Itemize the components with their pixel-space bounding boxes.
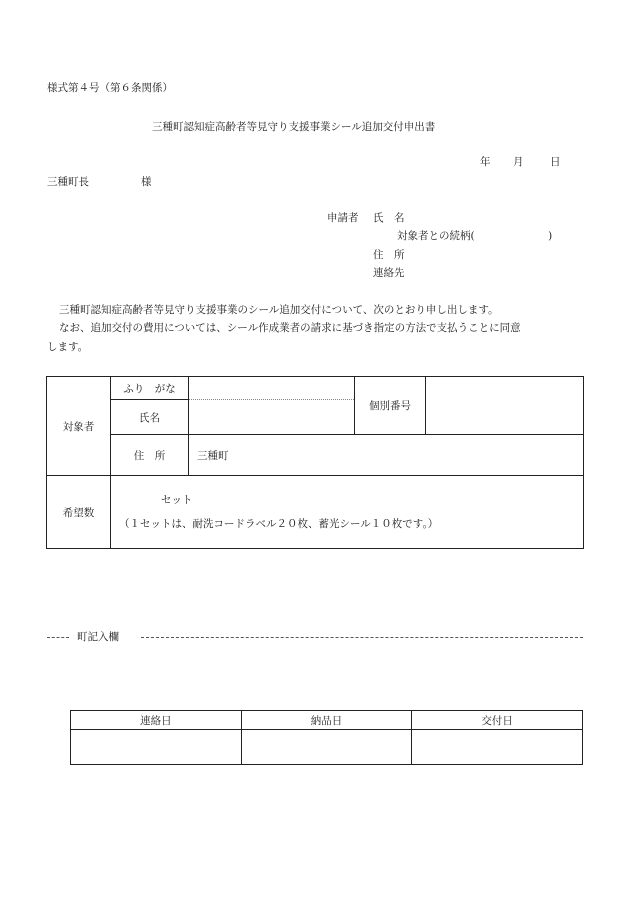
- town-section-divider-right: [141, 637, 583, 638]
- date-year: 年: [480, 156, 491, 168]
- subject-name-label: 氏名: [111, 400, 189, 435]
- addressee-name: 三種町長: [47, 176, 89, 188]
- subject-address-label: 住 所: [111, 435, 189, 476]
- issue-date-header: 交付日: [412, 711, 583, 730]
- applicant-heading: 申請者: [327, 212, 359, 224]
- body-paragraph-2-line-1: なお、追加交付の費用については、シール作成業者の請求に基づき指定の方法で支払うことに同意: [59, 322, 521, 334]
- town-section-divider-left: [47, 637, 69, 638]
- id-number-label: 個別番号: [355, 377, 426, 435]
- furigana-label: ふり がな: [111, 377, 189, 400]
- request-label: 希望数: [47, 476, 111, 549]
- issue-date-field[interactable]: [412, 730, 583, 765]
- town-record-table: [70, 710, 583, 765]
- furigana-field[interactable]: [189, 377, 355, 400]
- body-paragraph-1: 三種町認知症高齢者等見守り支援事業のシール追加交付について、次のとおり申し出します。: [59, 304, 499, 316]
- contact-date-field[interactable]: [71, 730, 242, 765]
- set-label: セット: [161, 493, 193, 506]
- applicant-name-label: 氏 名: [373, 212, 405, 224]
- form-title: 三種町認知症高齢者等見守り支援事業シール追加交付申出書: [152, 121, 436, 133]
- body-paragraph-2-line-2: します。: [47, 341, 89, 353]
- subject-address-value[interactable]: 三種町: [189, 435, 584, 476]
- subject-table: [46, 376, 584, 549]
- date-day: 日: [550, 156, 561, 168]
- applicant-contact-label: 連絡先: [373, 267, 405, 279]
- applicant-address-label: 住 所: [373, 249, 405, 261]
- form-number: 様式第４号（第６条関係）: [47, 82, 173, 94]
- town-section-label: 町記入欄: [77, 631, 119, 643]
- subject-label: 対象者: [47, 377, 111, 476]
- delivery-date-field[interactable]: [241, 730, 412, 765]
- request-cell[interactable]: [111, 476, 584, 549]
- set-note: （１セットは、耐洗コードラベル２０枚、蓄光シール１０枚です。）: [119, 518, 439, 530]
- delivery-date-header: 納品日: [241, 711, 412, 730]
- applicant-relationship-label: 対象者との続柄( ): [397, 230, 553, 242]
- id-number-field[interactable]: [426, 377, 584, 435]
- contact-date-header: 連絡日: [71, 711, 242, 730]
- subject-name-field[interactable]: [189, 400, 355, 435]
- date-month: 月: [513, 156, 524, 168]
- addressee-honorific: 様: [141, 176, 152, 188]
